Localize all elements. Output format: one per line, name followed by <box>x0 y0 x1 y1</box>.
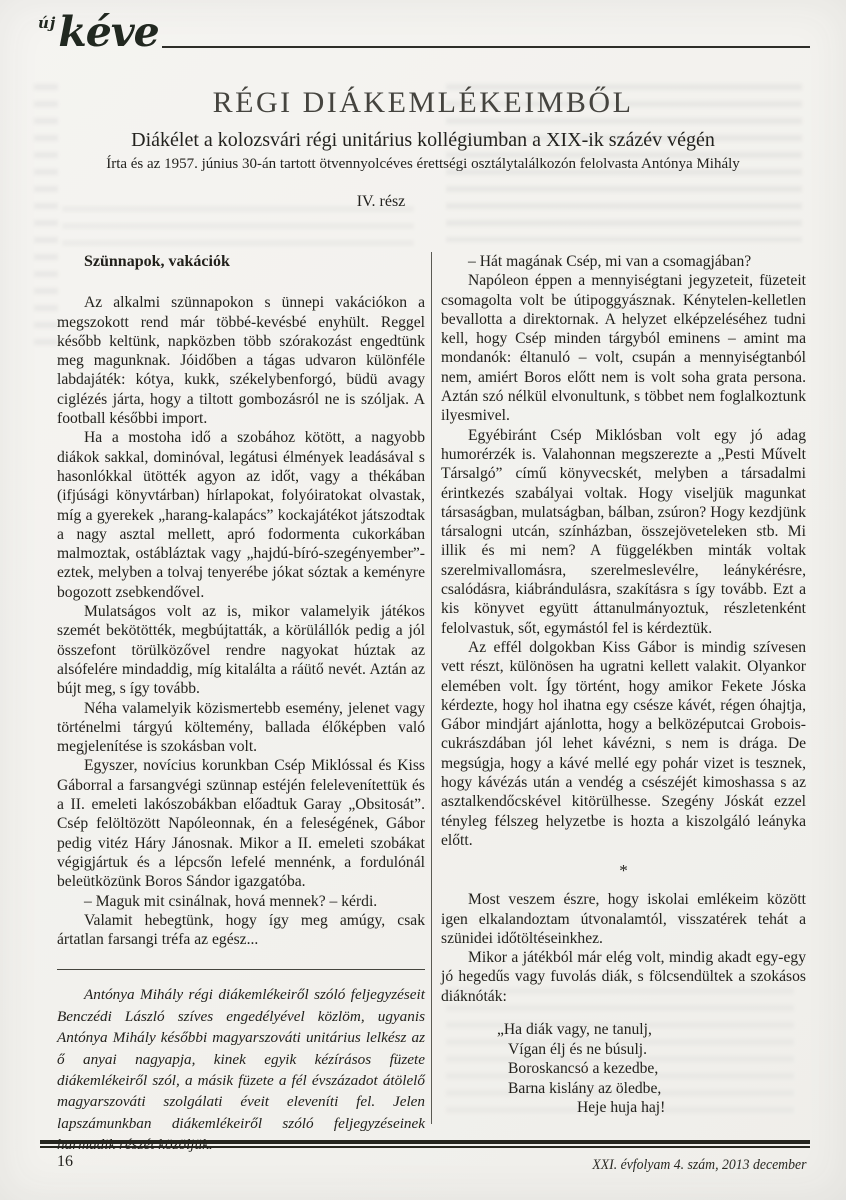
paragraph: Az effél dolgokban Kiss Gábor is mindig szívesen vett részt, különösen ha ugratni kellett valakit. Olyankor elemében volt. Így történt, hogy amikor Fekete Jóska kérdezte, hogy hol ihatna egy csésze kávét, régen óhajtja, Gábor mindjárt ajánlotta, hogy a belközéputcai Grobois-cukrászdában jól lehet kávézni, s nem is drága. De megsúgja, hogy a kávé mellé egy pohár vizet is tesznek, hogy kávézás után a vendég a csészéjét kimoshassa s az asztalkendőcskével kitörülhesse. Szegény Jóskát ezzel tényleg félszeg helyzetbe is hozta a kiszolgáló leányka előtt. <box>441 638 806 849</box>
verse-line: Heje huja haj! <box>577 1099 666 1117</box>
paragraph: Egyébiránt Csép Miklósban volt egy jó adag humorérzék is. Valahonnan megszerezte a „Pesti Művelt Társalgó” című könyvecskét, melyben a társadalmi érintkezés szabályai voltak. Hogy viseljük magunkat társaságban, mulatságban, bálban, zsúron? Hogy kezdjünk társalogni utcán, színházban, összejöveteleken stb. Mi illik és mi nem? A függelékben minták voltak szerelmivallomásra, szerelmeslevélre, leánykérésre, csalódásra, kiábrándulásra, szakításra s így tovább. Ezt a kis könyvet együtt áttanulmányoztuk, részletenként felolvastuk, sőt, egymástól fel is kérdeztük. <box>441 426 806 637</box>
page-number: 16 <box>57 1153 73 1170</box>
paragraph: Ha a mostoha idő a szobához kötött, a nagyobb diákok sakkal, dominóval, legátusi élmények leadásával s hasonlókkal ütötték agyon az időt, vagy a thékában (ifjúsági könyvtárban) hírlapokat, folyóiratokat olvastak, míg a gyerekek „harang-kalapács” kockajátékot játszodtak a nagy asztal mellett, apró fodormenta cukorkában malmoztak, ostábláztak vagy „hajdú-bíró-szegényember”-eztek, melyben a tolvaj tenyerébe jókat sóztak a keményre bogozott zsebkendővel. <box>57 429 425 601</box>
bleed-through-texture <box>62 206 414 252</box>
bleed-through-texture <box>34 84 58 356</box>
uj-keve-logo <box>38 8 159 56</box>
verse-line: Boroskancsó a kezedbe, <box>508 1060 659 1078</box>
logo-prefix: új <box>38 14 57 32</box>
paragraph: Egyszer, novícius korunkban Csép Miklóssal és Kiss Gáborral a farsangvégi szünnap estéjén felelevenítettük és a II. emeleti lakószobákban előadtuk Garay „Obsitosát”. Csép felöltözött Napóleonnak, én a feleségének, Gábor pedig vitéz Háry Jánosnak. Mikor a II. emeleti szobákat végigjártuk és a lépcsőn lefelé mennénk, a fordulónál beleütközünk Boros Sándor igazgatóba. <box>57 757 425 891</box>
paragraph: Valamit hebegtünk, hogy így meg amúgy, csak ártatlan farsangi tréfa az egész... <box>57 911 425 949</box>
verse-line: Vígan élj és ne búsulj. <box>508 1040 648 1058</box>
paragraph: Mulatságos volt az is, mikor valamelyik játékos szemét bekötötték, megbújtatták, a körülállók pedig a jól összefont törülközővel rendre nagyokat húztak az alsófelére mindaddig, míg kitalálta a ráütő nevét. Aztán az bújt meg, s így tovább. <box>57 603 425 698</box>
dialogue-line: – Maguk mit csinálnak, hová mennek? – kérdi. <box>84 892 378 910</box>
column-right <box>441 252 806 1118</box>
student-song-verse <box>497 1020 806 1118</box>
issue-info: XXI. évfolyam 4. szám, 2013 december <box>591 1157 806 1173</box>
verse-line: „Ha diák vagy, ne tanulj, <box>497 1020 652 1038</box>
footer-rule <box>40 1140 810 1148</box>
dialogue-line: – Hát magának Csép, mi van a csomagjában? <box>468 253 752 270</box>
note-separator-rule <box>57 969 425 970</box>
paragraph: Mikor a játékból már elég volt, mindig akadt egy-egy jó hegedűs vagy fuvolás diák, s fölcsendültek a szokásos diáknóták: <box>441 949 806 1005</box>
masthead-rule <box>162 46 810 48</box>
verse-line: Barna kislány az öledbe, <box>508 1079 662 1097</box>
paragraph: Az alkalmi szünnapokon s ünnepi vakációkon a megszokott rend már többé-kevésbé enyhült. Reggel később keltünk, napközben több szórakozást engedtünk meg magunknak. Jóidőben a tágas udvaron különféle labdajáték: kótya, kukk, székelybenforgó, büdü avagy ciglézés járta, hogy a tiltott gombozásról ne is szóljak. A football későbbi import. <box>57 294 425 428</box>
section-heading: Szünnapok, vakációk <box>84 253 230 270</box>
column-left <box>57 252 425 1156</box>
article-subtitle: Diákélet a kolozsvári régi unitárius kollégiumban a XIX-ik százév végén <box>131 129 715 151</box>
editor-note <box>57 984 425 1155</box>
paragraph: Most veszem észre, hogy iskolai emlékeim között igen elkalandoztam útvonalamtól, visszatérek tehát a szünidei időtöltéseinkhez. <box>441 891 806 947</box>
asterisk-separator: * <box>619 861 628 881</box>
article-byline: Írta és az 1957. június 30-án tartott ötvennyolcéves érettségi osztálytalálkozón felolvasta Antónya Mihály <box>106 156 740 172</box>
logo-wordmark: kéve <box>58 8 159 56</box>
article-title: RÉGI DIÁKEMLÉKEIMBŐL <box>212 86 634 119</box>
paragraph: Néha valamelyik közismertebb esemény, jelenet vagy történelmi tárgyú költemény, ballada élőképben való megjelenítése is szokásban volt. <box>57 699 425 756</box>
column-divider-rule <box>431 252 432 1124</box>
editor-note-text: Antónya Mihály régi diákemlékeiről szóló feljegyzéseit Benczédi László szíves engedélyével közlöm, ugyanis Antónya Mihály későbbi magyarszováti unitárius lelkész az ő anyai nagyapja, kinek egyik kézírásos füzete diákemlékeiről szól, a másik füzete a fél évszázadot átölelő magyarszováti szolgálati éveit eleveníti fel. Jelen lapszámunkban diákemlékeiről szóló feljegyzéseinek harmadik részét közöljük. <box>57 986 425 1154</box>
part-label: IV. rész <box>356 193 406 210</box>
paragraph: Napóleon éppen a mennyiségtani jegyzeteit, füzeteit csomagolta volt be útipoggyásznak. Kénytelen-kelletlen bevallotta a direktornak. A helyzet elképzeléséhez tudni kell, hogy Csép minden tárgyból eminens – amint ma mondanók: éltanuló – volt, csupán a mennyiségtanból nem, amiért Boros előtt nem is volt soha grata persona. Aztán szó nélkül elvonultunk, s többet nem foglalkoztunk ilyesmivel. <box>441 272 806 425</box>
